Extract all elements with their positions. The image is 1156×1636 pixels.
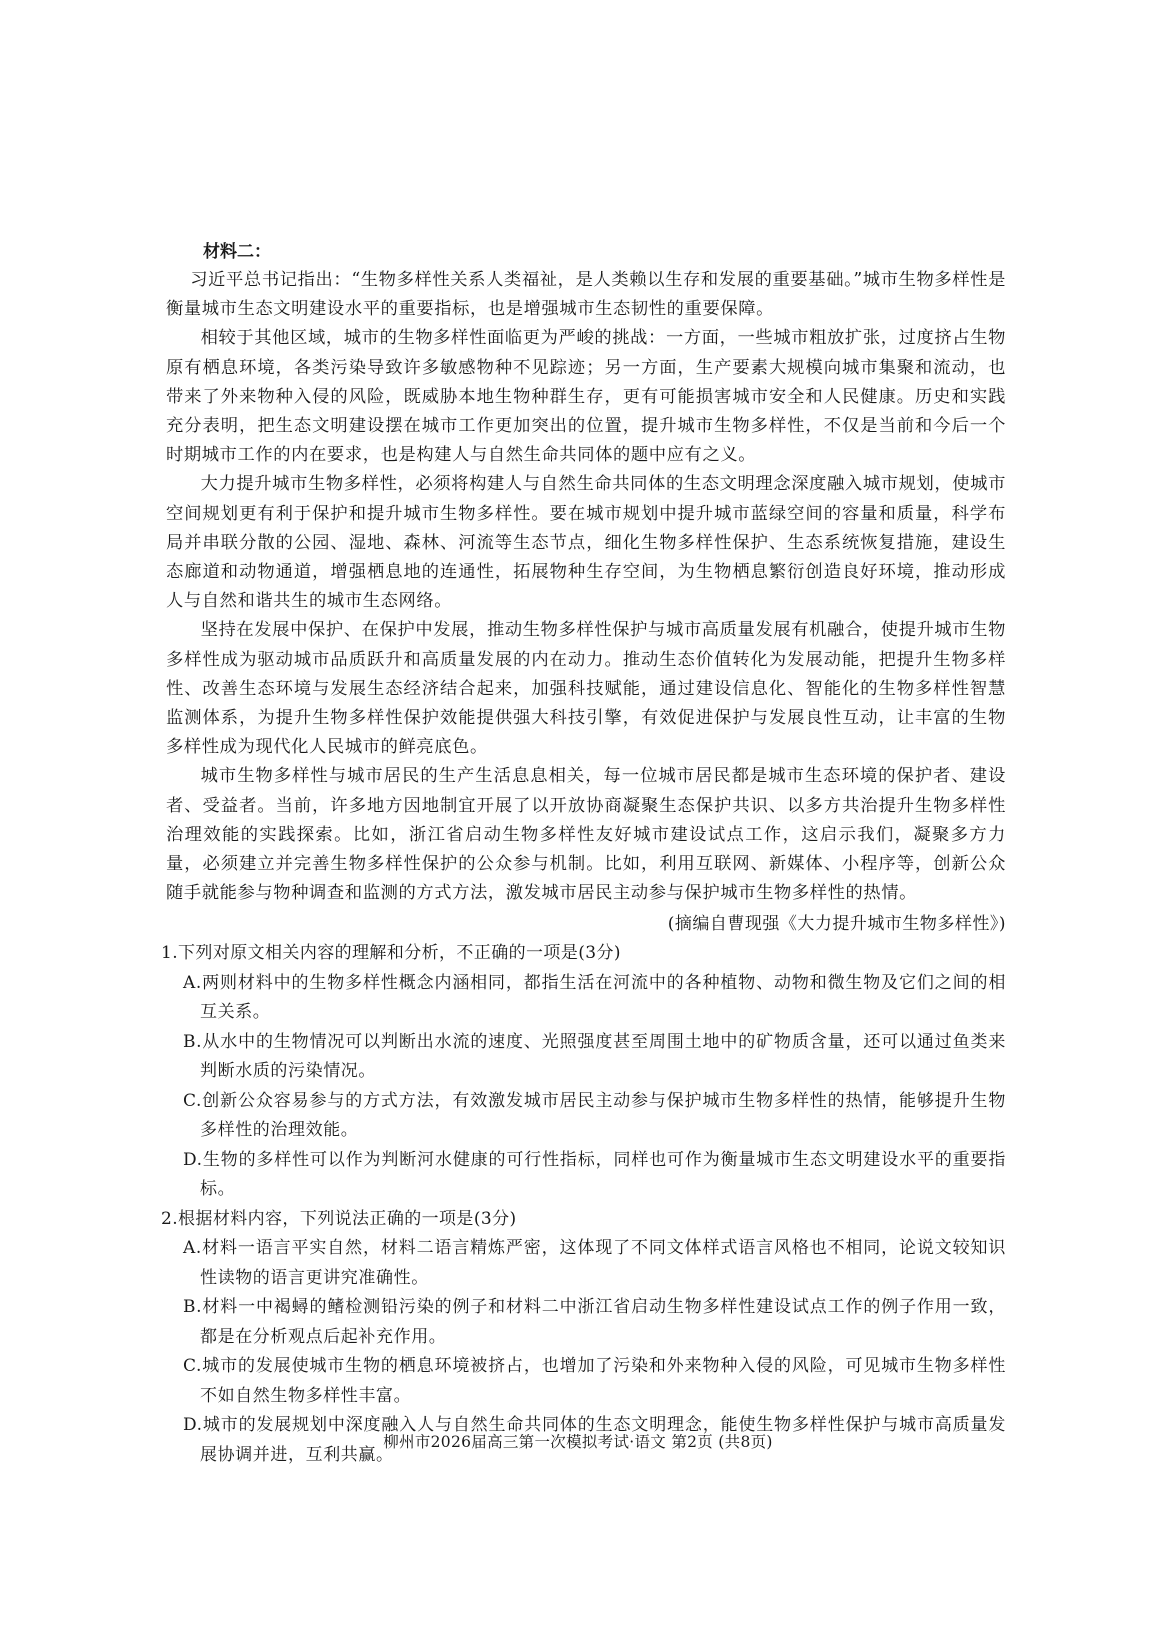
option-d: D.生物的多样性可以作为判断河水健康的可行性指标，同样也可作为衡量城市生态文明建设水平的重要指标。 [183, 1149, 1006, 1200]
question-stem: 1.下列对原文相关内容的理解和分析，不正确的一项是(3分) [161, 943, 621, 964]
option-d: D.城市的发展规划中深度融入人与自然生命共同体的生态文明理念，能使生物多样性保护与城市高质量发展协调并进，互利共赢。 [183, 1415, 1006, 1465]
section-title: 材料二： [203, 242, 271, 262]
page-footer: 柳州市2026届高三第一次模拟考试·语文 第2页 (共8页) [383, 1433, 773, 1451]
paragraph-4: 坚持在发展中保护、在保护中发展，推动生物多样性保护与城市高质量发展有机融合，使提升城市生物多样性成为驱动城市品质跃升和高质量发展的内在动力。推动生态价值转化为发展动能，把提升生物多样性、改善生态环境与发展生态经济结合起来，加强科技赋能，通过建设信息化、智能化的生物多样性智慧监测体系，为提升生物多样性保护效能提供强大科技引擎，有效促进保护与发展良性互动，让丰富的生物多样性成为现代化人民城市的鲜亮底色。 [166, 620, 1006, 758]
option-b: B.材料一中褐蟳的鳍检测铅污染的例子和材料二中浙江省启动生物多样性建设试点工作的例子作用一致，都是在分析观点后起补充作用。 [183, 1297, 1006, 1347]
question-1 [161, 939, 1006, 1205]
paragraph-3: 大力提升城市生物多样性，必须将构建人与自然生命共同体的生态文明理念深度融入城市规划，使城市空间规划更有利于保护和提升城市生物多样性。要在城市规划中提升城市蓝绿空间的容量和质量，科学布局并串联分散的公园、湿地、森林、河流等生态节点，细化生物多样性保护、生态系统恢复措施，建设生态廊道和动物通道，增强栖息地的连通性，拓展物种生存空间，为生物栖息繁衍创造良好环境，推动形成人与自然和谐共生的城市生态网络。 [166, 474, 1006, 612]
paragraph-2: 相较于其他区域，城市的生物多样性面临更为严峻的挑战：一方面，一些城市粗放扩张，过度挤占生物原有栖息环境，各类污染导致许多敏感物种不见踪迹；另一方面，生产要素大规模向城市集聚和流动，也带来了外来物种入侵的风险，既威胁本地生物种群生存，更有可能损害城市安全和人民健康。历史和实践充分表明，把生态文明建设摆在城市工作更加突出的位置，提升城市生物多样性，不仅是当前和今后一个时期城市工作的内在要求，也是构建人与自然生命共同体的题中应有之义。 [166, 328, 1006, 466]
option-a: A.材料一语言平实自然，材料二语言精炼严密，这体现了不同文体样式语言风格也不相同，论说文较知识性读物的语言更讲究准确性。 [183, 1238, 1006, 1288]
question-stem: 2.根据材料内容，下列说法正确的一项是(3分) [161, 1208, 517, 1229]
source-citation: (摘编自曹现强《大力提升城市生物多样性》) [667, 914, 1006, 935]
paragraph-1: 习近平总书记指出：“生物多样性关系人类福祉，是人类赖以生存和发展的重要基础。”城市生物多样性是衡量城市生态文明建设水平的重要指标，也是增强城市生态韧性的重要保障。 [166, 270, 1006, 320]
paragraph-5: 城市生物多样性与城市居民的生产生活息息相关，每一位城市居民都是城市生态环境的保护者、建设者、受益者。当前，许多地方因地制宜开展了以开放协商凝聚生态保护共识、以多方共治提升生物多样性治理效能的实践探索。比如，浙江省启动生物多样性友好城市建设试点工作，这启示我们，凝聚多方力量，必须建立并完善生物多样性保护的公众参与机制。比如，利用互联网、新媒体、小程序等，创新公众随手就能参与物种调查和监测的方式方法，激发城市居民主动参与保护城市生物多样性的热情。 [166, 766, 1006, 904]
option-b: B.从水中的生物情况可以判断出水流的速度、光照强度甚至周围土地中的矿物质含量，还可以通过鱼类来判断水质的污染情况。 [183, 1031, 1006, 1082]
option-c: C.创新公众容易参与的方式方法，有效激发城市居民主动参与保护城市生物多样性的热情，能够提升生物多样性的治理效能。 [183, 1090, 1006, 1141]
option-c: C.城市的发展使城市生物的栖息环境被挤占，也增加了污染和外来物种入侵的风险，可见城市生物多样性不如自然生物多样性丰富。 [183, 1356, 1006, 1406]
option-a: A.两则材料中的生物多样性概念内涵相同，都指生活在河流中的各种植物、动物和微生物及它们之间的相互关系。 [183, 972, 1006, 1023]
exam-page [161, 238, 1006, 1470]
